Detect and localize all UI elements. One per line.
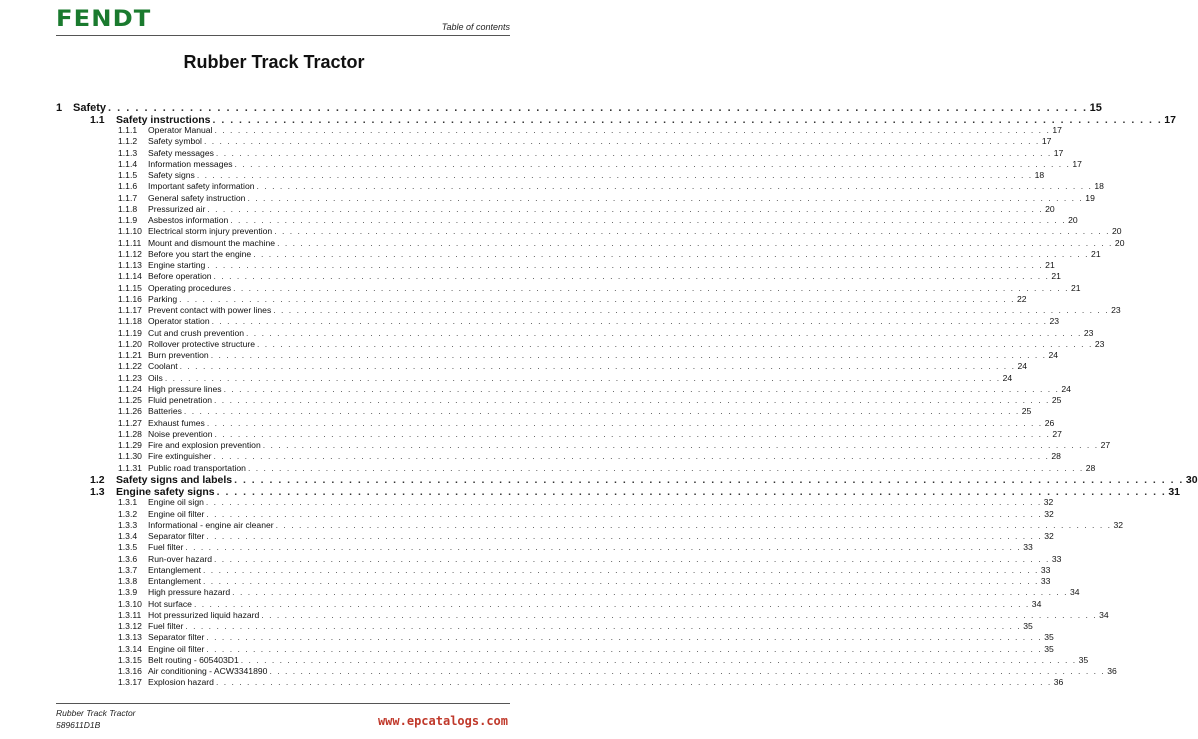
toc-entry-number: 1.1.14 [118, 271, 142, 282]
toc-dot-leader: . . . . . . . . . . . . . . . . . . . . . . . . . . . . . . . . . . . . . . . . . . . . . . . . . . . . . . . . . . . . . . . . . . . . . . . . . . . . . . . . . . . . . . . . . . . . . . . . . . . . . . . . . . . . [206, 643, 1043, 654]
toc-entry[interactable] [118, 598, 1042, 609]
toc-dot-leader: . . . . . . . . . . . . . . . . . . . . . . . . . . . . . . . . . . . . . . . . . . . . . . . . . . . . . . . . . . . . . . . . . . . . . . . . . . . . . . . . . . . . . . . . . . . . . . . . . . . . . . . . . . . . [206, 417, 1043, 428]
toc-entry-title: Burn prevention [148, 350, 209, 361]
toc-entry-number: 1.1.4 [118, 158, 138, 169]
toc-entry-number: 1.3.9 [118, 587, 138, 598]
toc-entry-number: 1.1.17 [118, 305, 142, 316]
toc-entry-title: Hot pressurized liquid hazard [148, 609, 260, 620]
toc-entry[interactable] [118, 316, 1060, 327]
toc-entry-number: 1.3.8 [118, 576, 138, 587]
toc-entry-title: Safety signs [148, 170, 195, 181]
toc-dot-leader: . . . . . . . . . . . . . . . . . . . . . . . . . . . . . . . . . . . . . . . . . . . . . . . . . . . . . . . . . . . . . . . . . . . . . . . . . . . . . . . . . . . . . . . . . . . . . . . . . . . . . . . . . . . . [179, 293, 1015, 304]
toc-entry-page: 34 [1099, 609, 1109, 620]
toc-dot-leader: . . . . . . . . . . . . . . . . . . . . . . . . . . . . . . . . . . . . . . . . . . . . . . . . . . . . . . . . . . . . . . . . . . . . . . . . . . . . . . . . . . . . . . . . . . . . . . . . . . . . . . . . . . . . [206, 632, 1043, 643]
toc-dot-leader: . . . . . . . . . . . . . . . . . . . . . . . . . . . . . . . . . . . . . . . . . . . . . . . . . . . . . . . . . . . . . . . . . . . . . . . . . . . . . . . . . . . . . . . . . . . . . . . . . . . . . . . . . . . . [247, 462, 1084, 473]
toc-entry[interactable] [118, 271, 1061, 282]
toc-entry[interactable] [118, 406, 1032, 417]
toc-entry[interactable] [118, 248, 1101, 259]
toc-entry[interactable] [118, 462, 1096, 473]
toc-entry-page: 34 [1031, 598, 1042, 609]
toc-entry-title: Safety signs and labels [116, 474, 233, 487]
toc-dot-leader: . . . . . . . . . . . . . . . . . . . . . . . . . . . . . . . . . . . . . . . . . . . . . . . . . . . . . . . . . . . . . . . . . . . . . . . . . . . . . . . . . . . . . . . . . . . . . . . . . . . . . . . . . . . . [261, 609, 1098, 620]
toc-dot-leader: . . . . . . . . . . . . . . . . . . . . . . . . . . . . . . . . . . . . . . . . . . . . . . . . . . . . . . . . . . . . . . . . . . . . . . . . . . . . . . . . . . . . . . . . . . . . . . . . . . . . . . . . . . . . [246, 327, 1082, 338]
toc-dot-leader: . . . . . . . . . . . . . . . . . . . . . . . . . . . . . . . . . . . . . . . . . . . . . . . . . . . . . . . . . . . . . . . . . . . . . . . . . . . . . . . . . . . . . . . . . . . . . . . . . . . . . . . . . . . . [214, 125, 1051, 136]
toc-entry[interactable] [118, 587, 1080, 598]
toc-entry-title: Separator filter [148, 531, 205, 542]
toc-entry-page: 35 [1023, 621, 1033, 632]
toc-entry-page: 28 [1051, 451, 1061, 462]
toc-entry[interactable] [118, 158, 1082, 169]
toc-entry-page: 17 [1164, 113, 1176, 126]
toc-entry-number: 1.3.13 [118, 632, 142, 643]
toc-entry-page: 24 [1017, 361, 1028, 372]
toc-dot-leader: . . . . . . . . . . . . . . . . . . . . . . . . . . . . . . . . . . . . . . . . . . . . . . . . . . . . . . . . . . . . . . . . . . . . . . . . . . . . . . . . . . . . . . . . . . . . . . . . . . . . . . . . . . . . [164, 372, 1001, 383]
toc-entry-title: Before operation [148, 271, 212, 282]
page-header [0, 0, 548, 40]
toc-entry-page: 19 [1085, 192, 1095, 203]
toc-entry-title: Rollover protective structure [148, 338, 255, 349]
toc-entry-page: 17 [1072, 158, 1082, 169]
toc-entry-page: 22 [1016, 293, 1027, 304]
toc-entry-page: 35 [1044, 643, 1054, 654]
toc-entry[interactable] [118, 226, 1122, 237]
toc-entry-title: Noise prevention [148, 428, 213, 439]
toc-entry-title: Fuel filter [148, 621, 184, 632]
toc-entry-number: 1.1.2 [118, 136, 138, 147]
toc-dot-leader: . . . . . . . . . . . . . . . . . . . . . . . . . . . . . . . . . . . . . . . . . . . . . . . . . . . . . . . . . . . . . . . . . . . . . . . . . . . . . . . . . . . . . . . . . . . . . . . . . . . . . . . . . . . . [277, 237, 1113, 248]
toc-entry-page: 17 [1041, 136, 1052, 147]
toc-entry-title: Safety [73, 102, 107, 114]
toc-entry-page: 35 [1078, 654, 1089, 665]
toc-entry-title: Parking [148, 293, 178, 304]
toc-entry[interactable] [118, 305, 1121, 316]
header-divider [56, 35, 510, 36]
toc-entry[interactable] [118, 215, 1078, 226]
toc-entry[interactable] [56, 102, 1102, 114]
toc-entry[interactable] [118, 451, 1061, 462]
toc-entry-number: 1.1.19 [118, 327, 142, 338]
toc-entry-number: 1.3.5 [118, 542, 138, 553]
toc-entry-number: 1.1.15 [118, 282, 142, 293]
toc-dot-leader: . . . . . . . . . . . . . . . . . . . . . . . . . . . . . . . . . . . . . . . . . . . . . . . . . . . . . . . . . . . . . . . . . . . . . . . . . . . . . . . . . . . . . . . . . . . . . . . . . . . . . . . . . . . . [215, 147, 1052, 158]
toc-entry-page: 21 [1045, 260, 1055, 271]
toc-dot-leader: . . . . . . . . . . . . . . . . . . . . . . . . . . . . . . . . . . . . . . . . . . . . . . . . . . . . . . . . . . . . . . . . . . . . . . . . . . . . . . . . . . . . . . . . . . . . . . . . . . . . . . . . . . . . [185, 542, 1022, 553]
toc-entry-number: 1.3.1 [118, 497, 138, 508]
toc-entry-title: Belt routing - 605403D1 [148, 654, 239, 665]
toc-entry[interactable] [118, 542, 1033, 553]
toc-entry-page: 25 [1051, 395, 1062, 406]
toc-entry-title: Entanglement [148, 576, 202, 587]
toc-entry-page: 36 [1053, 677, 1064, 688]
toc-entry-number: 1.1.7 [118, 192, 138, 203]
footer-title: Rubber Track Tractor [56, 708, 136, 718]
toc-entry-page: 32 [1113, 519, 1124, 530]
toc-entry-number: 1.1.10 [118, 226, 142, 237]
toc-entry[interactable] [118, 677, 1064, 688]
section-label: Table of contents [441, 22, 510, 32]
toc-entry-page: 20 [1112, 226, 1122, 237]
toc-entry[interactable] [118, 181, 1104, 192]
toc-entry-title: High pressure hazard [148, 587, 231, 598]
toc-entry-number: 1.1.24 [118, 383, 142, 394]
toc-entry-number: 1.1.29 [118, 440, 142, 451]
toc-dot-leader: . . . . . . . . . . . . . . . . . . . . . . . . . . . . . . . . . . . . . . . . . . . . . . . . . . . . . . . . . . . . . . . . . . . . . . . . . . . . . . . . . . . . . . . . . . . . . . . . . . . . . . . . . . . . [257, 338, 1093, 349]
toc-dot-leader: . . . . . . . . . . . . . . . . . . . . . . . . . . . . . . . . . . . . . . . . . . . . . . . . . . . . . . . . . . . . . . . . . . . . . . . . . . . . . . . . . . . . . . . . . . . . . . . . . . . . . . . . . . . . [234, 474, 1184, 487]
toc-entry-page: 24 [1048, 350, 1059, 361]
toc-entry[interactable] [118, 553, 1062, 564]
toc-entry[interactable] [118, 136, 1052, 147]
toc-entry[interactable] [118, 192, 1095, 203]
toc-entry[interactable] [118, 497, 1054, 508]
toc-entry[interactable] [118, 361, 1028, 372]
toc-entry-title: Entanglement [148, 564, 202, 575]
toc-dot-leader: . . . . . . . . . . . . . . . . . . . . . . . . . . . . . . . . . . . . . . . . . . . . . . . . . . . . . . . . . . . . . . . . . . . . . . . . . . . . . . . . . . . . . . . . . . . . . . . . . . . . . . . . . . . . [240, 654, 1077, 665]
toc-entry[interactable] [118, 666, 1117, 677]
toc-entry-title: Information messages [148, 158, 233, 169]
toc-entry-page: 31 [1168, 485, 1181, 498]
toc-dot-leader: . . . . . . . . . . . . . . . . . . . . . . . . . . . . . . . . . . . . . . . . . . . . . . . . . . . . . . . . . . . . . . . . . . . . . . . . . . . . . . . . . . . . . . . . . . . . . . . . . . . . . . . . . . . . [183, 406, 1020, 417]
toc-entry-number: 1.1.12 [118, 248, 142, 259]
toc-entry-page: 30 [1185, 474, 1198, 487]
toc-entry-title: Fire and explosion prevention [148, 440, 261, 451]
toc-dot-leader: . . . . . . . . . . . . . . . . . . . . . . . . . . . . . . . . . . . . . . . . . . . . . . . . . . . . . . . . . . . . . . . . . . . . . . . . . . . . . . . . . . . . . . . . . . . . . . . . . . . . . . . . . . . . [216, 485, 1167, 498]
toc-entry-title: Run-over hazard [148, 553, 213, 564]
toc-entry[interactable] [118, 383, 1071, 394]
toc-entry[interactable] [90, 474, 1198, 487]
toc-entry[interactable] [118, 170, 1045, 181]
fendt-logo: FENDT [56, 7, 152, 32]
toc-entry[interactable] [118, 147, 1064, 158]
toc-entry-page: 28 [1085, 462, 1096, 473]
toc-entry-page: 32 [1044, 531, 1054, 542]
toc-entry-number: 1.1.23 [118, 372, 142, 383]
toc-entry-page: 21 [1070, 282, 1081, 293]
toc-dot-leader: . . . . . . . . . . . . . . . . . . . . . . . . . . . . . . . . . . . . . . . . . . . . . . . . . . . . . . . . . . . . . . . . . . . . . . . . . . . . . . . . . . . . . . . . . . . . . . . . . . . . . . . . . . . . [179, 361, 1016, 372]
toc-dot-leader: . . . . . . . . . . . . . . . . . . . . . . . . . . . . . . . . . . . . . . . . . . . . . . . . . . . . . . . . . . . . . . . . . . . . . . . . . . . . . . . . . . . . . . . . . . . . . . . . . . . . . . . . . . . . [203, 576, 1039, 587]
toc-dot-leader: . . . . . . . . . . . . . . . . . . . . . . . . . . . . . . . . . . . . . . . . . . . . . . . . . . . . . . . . . . . . . . . . . . . . . . . . . . . . . . . . . . . . . . . . . . . . . . . . . . . . . . . . . . . . [269, 666, 1106, 677]
watermark: www.epcatalogs.com [377, 714, 508, 728]
toc-entry-page: 15 [1089, 102, 1102, 114]
toc-entry[interactable] [118, 372, 1013, 383]
toc-entry-number: 1.1.30 [118, 451, 142, 462]
toc-dot-leader: . . . . . . . . . . . . . . . . . . . . . . . . . . . . . . . . . . . . . . . . . . . . . . . . . . . . . . . . . . . . . . . . . . . . . . . . . . . . . . . . . . . . . . . . . . . . . . . . . . . . . . . . . . . . [275, 519, 1112, 530]
toc-entry[interactable] [118, 125, 1062, 136]
toc-entry-page: 18 [1034, 170, 1045, 181]
toc-entry-number: 1.3.7 [118, 564, 138, 575]
footer [56, 707, 136, 731]
toc-entry-page: 23 [1111, 305, 1121, 316]
toc-entry-page: 24 [1002, 372, 1013, 383]
toc-entry[interactable] [118, 564, 1051, 575]
toc-dot-leader: . . . . . . . . . . . . . . . . . . . . . . . . . . . . . . . . . . . . . . . . . . . . . . . . . . . . . . . . . . . . . . . . . . . . . . . . . . . . . . . . . . . . . . . . . . . . . . . . . . . . . . . . . . . . [203, 564, 1039, 575]
toc-entry-title: Hot surface [148, 598, 192, 609]
toc-dot-leader: . . . . . . . . . . . . . . . . . . . . . . . . . . . . . . . . . . . . . . . . . . . . . . . . . . . . . . . . . . . . . . . . . . . . . . . . . . . . . . . . . . . . . . . . . . . . . . . . . . . . . . . . . . . . [234, 158, 1071, 169]
toc-dot-leader: . . . . . . . . . . . . . . . . . . . . . . . . . . . . . . . . . . . . . . . . . . . . . . . . . . . . . . . . . . . . . . . . . . . . . . . . . . . . . . . . . . . . . . . . . . . . . . . . . . . . . . . . . . . . [230, 215, 1067, 226]
toc-entry[interactable] [118, 237, 1125, 248]
toc-dot-leader: . . . . . . . . . . . . . . . . . . . . . . . . . . . . . . . . . . . . . . . . . . . . . . . . . . . . . . . . . . . . . . . . . . . . . . . . . . . . . . . . . . . . . . . . . . . . . . . . . . . . . . . . . . . . [262, 440, 1099, 451]
toc-entry-title: Fluid penetration [148, 395, 213, 406]
toc-dot-leader: . . . . . . . . . . . . . . . . . . . . . . . . . . . . . . . . . . . . . . . . . . . . . . . . . . . . . . . . . . . . . . . . . . . . . . . . . . . . . . . . . . . . . . . . . . . . . . . . . . . . . . . . . . . . [253, 248, 1090, 259]
toc-entry-number: 1.1.31 [118, 462, 142, 473]
toc-entry-title: Asbestos information [148, 215, 229, 226]
toc-dot-leader: . . . . . . . . . . . . . . . . . . . . . . . . . . . . . . . . . . . . . . . . . . . . . . . . . . . . . . . . . . . . . . . . . . . . . . . . . . . . . . . . . . . . . . . . . . . . . . . . . . . . . . . . . . . . [207, 260, 1044, 271]
toc-entry-title: Fire extinguisher [148, 451, 212, 462]
toc-entry-number: 1.1.21 [118, 350, 142, 361]
toc-entry-page: 24 [1061, 383, 1071, 394]
toc-entry[interactable] [90, 113, 1176, 126]
toc-entry[interactable] [118, 508, 1054, 519]
toc-entry-title: Oils [148, 372, 163, 383]
toc-entry-number: 1.1.18 [118, 316, 142, 327]
footer-divider [56, 703, 510, 704]
toc-entry[interactable] [118, 519, 1124, 530]
toc-entry-number: 1.3.14 [118, 643, 142, 654]
toc-entry-title: Operator Manual [148, 125, 213, 136]
toc-entry-page: 32 [1043, 497, 1054, 508]
toc-entry-number: 1.1.20 [118, 338, 142, 349]
toc-entry-number: 1.1 [90, 113, 105, 126]
toc-entry-number: 1.3.4 [118, 531, 138, 542]
toc-entry-number: 1.3.2 [118, 508, 138, 519]
toc-dot-leader: . . . . . . . . . . . . . . . . . . . . . . . . . . . . . . . . . . . . . . . . . . . . . . . . . . . . . . . . . . . . . . . . . . . . . . . . . . . . . . . . . . . . . . . . . . . . . . . . . . . . . . . . . . . . [214, 395, 1050, 406]
toc-dot-leader: . . . . . . . . . . . . . . . . . . . . . . . . . . . . . . . . . . . . . . . . . . . . . . . . . . . . . . . . . . . . . . . . . . . . . . . . . . . . . . . . . . . . . . . . . . . . . . . . . . . . . . . . . . . . [214, 428, 1051, 439]
toc-entry-title: Coolant [148, 361, 178, 372]
toc-entry-title: Engine oil filter [148, 643, 205, 654]
toc-entry-title: Pressurized air [148, 203, 206, 214]
toc-entry-page: 17 [1052, 125, 1062, 136]
toc-entry-number: 1.3.15 [118, 654, 142, 665]
toc-dot-leader: . . . . . . . . . . . . . . . . . . . . . . . . . . . . . . . . . . . . . . . . . . . . . . . . . . . . . . . . . . . . . . . . . . . . . . . . . . . . . . . . . . . . . . . . . . . . . . . . . . . . . . . . . . . . [256, 181, 1093, 192]
toc-entry-page: 27 [1052, 428, 1062, 439]
toc-dot-leader: . . . . . . . . . . . . . . . . . . . . . . . . . . . . . . . . . . . . . . . . . . . . . . . . . . . . . . . . . . . . . . . . . . . . . . . . . . . . . . . . . . . . . . . . . . . . . . . . . . . . . . . . . . . . [273, 305, 1110, 316]
toc-entry-title: Explosion hazard [148, 677, 214, 688]
toc-dot-leader: . . . . . . . . . . . . . . . . . . . . . . . . . . . . . . . . . . . . . . . . . . . . . . . . . . . . . . . . . . . . . . . . . . . . . . . . . . . . . . . . . . . . . . . . . . . . . . . . . . . . . . . . . . . . [247, 192, 1084, 203]
toc-dot-leader: . . . . . . . . . . . . . . . . . . . . . . . . . . . . . . . . . . . . . . . . . . . . . . . . . . . . . . . . . . . . . . . . . . . . . . . . . . . . . . . . . . . . . . . . . . . . . . . . . . . . . . . . . . . . [206, 508, 1043, 519]
toc-entry[interactable] [118, 643, 1054, 654]
toc-dot-leader: . . . . . . . . . . . . . . . . . . . . . . . . . . . . . . . . . . . . . . . . . . . . . . . . . . . . . . . . . . . . . . . . . . . . . . . . . . . . . . . . . . . . . . . . . . . . . . . . . . . . . . . . . . . . [108, 102, 1088, 114]
toc-entry-title: Safety symbol [148, 136, 202, 147]
toc-entry[interactable] [118, 350, 1059, 361]
toc-entry-title: Electrical storm injury prevention [148, 226, 273, 237]
footer-doc-number: 589611D1B [56, 720, 101, 730]
toc-dot-leader: . . . . . . . . . . . . . . . . . . . . . . . . . . . . . . . . . . . . . . . . . . . . . . . . . . . . . . . . . . . . . . . . . . . . . . . . . . . . . . . . . . . . . . . . . . . . . . . . . . . . . . . . . . . . [233, 282, 1069, 293]
toc-entry[interactable] [118, 428, 1062, 439]
toc-dot-leader: . . . . . . . . . . . . . . . . . . . . . . . . . . . . . . . . . . . . . . . . . . . . . . . . . . . . . . . . . . . . . . . . . . . . . . . . . . . . . . . . . . . . . . . . . . . . . . . . . . . . . . . . . . . . [223, 383, 1060, 394]
toc-dot-leader: . . . . . . . . . . . . . . . . . . . . . . . . . . . . . . . . . . . . . . . . . . . . . . . . . . . . . . . . . . . . . . . . . . . . . . . . . . . . . . . . . . . . . . . . . . . . . . . . . . . . . . . . . . . . [274, 226, 1111, 237]
toc-entry-title: Important safety information [148, 181, 255, 192]
toc-entry[interactable] [118, 327, 1094, 338]
toc-entry-title: Fuel filter [148, 542, 184, 553]
toc-entry-number: 1.1.6 [118, 181, 138, 192]
toc-dot-leader: . . . . . . . . . . . . . . . . . . . . . . . . . . . . . . . . . . . . . . . . . . . . . . . . . . . . . . . . . . . . . . . . . . . . . . . . . . . . . . . . . . . . . . . . . . . . . . . . . . . . . . . . . . . . [206, 531, 1043, 542]
toc-entry-number: 1.3.11 [118, 609, 142, 620]
toc-entry[interactable] [90, 485, 1181, 498]
toc-entry-number: 1.3.12 [118, 621, 142, 632]
toc-dot-leader: . . . . . . . . . . . . . . . . . . . . . . . . . . . . . . . . . . . . . . . . . . . . . . . . . . . . . . . . . . . . . . . . . . . . . . . . . . . . . . . . . . . . . . . . . . . . . . . . . . . . . . . . . . . . [212, 113, 1163, 126]
toc-entry[interactable] [118, 621, 1033, 632]
toc-entry-page: 33 [1023, 542, 1033, 553]
toc-dot-leader: . . . . . . . . . . . . . . . . . . . . . . . . . . . . . . . . . . . . . . . . . . . . . . . . . . . . . . . . . . . . . . . . . . . . . . . . . . . . . . . . . . . . . . . . . . . . . . . . . . . . . . . . . . . . [203, 136, 1040, 147]
toc-entry-number: 1.1.5 [118, 170, 138, 181]
toc-dot-leader: . . . . . . . . . . . . . . . . . . . . . . . . . . . . . . . . . . . . . . . . . . . . . . . . . . . . . . . . . . . . . . . . . . . . . . . . . . . . . . . . . . . . . . . . . . . . . . . . . . . . . . . . . . . . [193, 598, 1030, 609]
document-title: Rubber Track Tractor [183, 52, 365, 72]
toc-entry-title: Engine safety signs [116, 485, 215, 498]
toc-entry-number: 1.3 [90, 485, 105, 498]
toc-dot-leader: . . . . . . . . . . . . . . . . . . . . . . . . . . . . . . . . . . . . . . . . . . . . . . . . . . . . . . . . . . . . . . . . . . . . . . . . . . . . . . . . . . . . . . . . . . . . . . . . . . . . . . . . . . . . [207, 203, 1044, 214]
toc-dot-leader: . . . . . . . . . . . . . . . . . . . . . . . . . . . . . . . . . . . . . . . . . . . . . . . . . . . . . . . . . . . . . . . . . . . . . . . . . . . . . . . . . . . . . . . . . . . . . . . . . . . . . . . . . . . . [214, 553, 1050, 564]
toc-entry-number: 1.1.16 [118, 293, 142, 304]
toc-entry-page: 21 [1051, 271, 1061, 282]
toc-entry-page: 36 [1107, 666, 1117, 677]
toc-entry-page: 23 [1049, 316, 1060, 327]
toc-dot-leader: . . . . . . . . . . . . . . . . . . . . . . . . . . . . . . . . . . . . . . . . . . . . . . . . . . . . . . . . . . . . . . . . . . . . . . . . . . . . . . . . . . . . . . . . . . . . . . . . . . . . . . . . . . . . [213, 271, 1050, 282]
toc-entry-title: Exhaust fumes [148, 417, 205, 428]
toc-entry-title: Operating procedures [148, 282, 232, 293]
toc-entry-number: 1.1.26 [118, 406, 142, 417]
toc-entry-title: High pressure lines [148, 383, 222, 394]
toc-entry-page: 32 [1044, 508, 1054, 519]
toc-entry-title: Prevent contact with power lines [148, 305, 272, 316]
toc-entry-number: 1.1.25 [118, 395, 142, 406]
toc-entry-number: 1.1.9 [118, 215, 138, 226]
toc-entry-number: 1.1.13 [118, 260, 142, 271]
toc-entry[interactable] [118, 293, 1027, 304]
toc-entry-page: 25 [1021, 406, 1032, 417]
toc-entry-title: Public road transportation [148, 462, 246, 473]
toc-entry-page: 20 [1114, 237, 1125, 248]
toc-entry[interactable] [118, 417, 1055, 428]
toc-dot-leader: . . . . . . . . . . . . . . . . . . . . . . . . . . . . . . . . . . . . . . . . . . . . . . . . . . . . . . . . . . . . . . . . . . . . . . . . . . . . . . . . . . . . . . . . . . . . . . . . . . . . . . . . . . . . [210, 350, 1047, 361]
toc-entry-title: Batteries [148, 406, 182, 417]
toc-entry[interactable] [118, 531, 1054, 542]
toc-entry-page: 26 [1044, 417, 1055, 428]
toc-dot-leader: . . . . . . . . . . . . . . . . . . . . . . . . . . . . . . . . . . . . . . . . . . . . . . . . . . . . . . . . . . . . . . . . . . . . . . . . . . . . . . . . . . . . . . . . . . . . . . . . . . . . . . . . . . . . [196, 170, 1033, 181]
toc-entry-title: Cut and crush prevention [148, 327, 245, 338]
toc-entry-number: 1.3.10 [118, 598, 142, 609]
toc-entry-title: Engine starting [148, 260, 206, 271]
toc-dot-leader: . . . . . . . . . . . . . . . . . . . . . . . . . . . . . . . . . . . . . . . . . . . . . . . . . . . . . . . . . . . . . . . . . . . . . . . . . . . . . . . . . . . . . . . . . . . . . . . . . . . . . . . . . . . . [213, 451, 1050, 462]
toc-entry-number: 1.3.17 [118, 677, 142, 688]
toc-entry-title: Safety instructions [116, 113, 211, 126]
toc-entry-page: 18 [1094, 181, 1104, 192]
toc-entry-number: 1.1.11 [118, 237, 142, 248]
toc-entry-title: Engine oil sign [148, 497, 204, 508]
toc-entry-title: Air conditioning - ACW3341890 [148, 666, 268, 677]
toc-entry-number: 1.1.27 [118, 417, 142, 428]
toc-dot-leader: . . . . . . . . . . . . . . . . . . . . . . . . . . . . . . . . . . . . . . . . . . . . . . . . . . . . . . . . . . . . . . . . . . . . . . . . . . . . . . . . . . . . . . . . . . . . . . . . . . . . . . . . . . . . [185, 621, 1022, 632]
toc-entry-title: General safety instruction [148, 192, 246, 203]
toc-entry-title: Safety messages [148, 147, 214, 158]
toc-dot-leader: . . . . . . . . . . . . . . . . . . . . . . . . . . . . . . . . . . . . . . . . . . . . . . . . . . . . . . . . . . . . . . . . . . . . . . . . . . . . . . . . . . . . . . . . . . . . . . . . . . . . . . . . . . . . [211, 316, 1048, 327]
toc-entry-page: 20 [1045, 203, 1055, 214]
toc-entry[interactable] [118, 440, 1111, 451]
toc-entry-title: Mount and dismount the machine [148, 237, 276, 248]
toc-entry-page: 23 [1083, 327, 1094, 338]
toc-entry-page: 21 [1091, 248, 1101, 259]
toc-entry-number: 1.3.3 [118, 519, 138, 530]
toc-entry-page: 23 [1094, 338, 1105, 349]
toc-entry-number: 1.1.22 [118, 361, 142, 372]
toc-entry-number: 1 [56, 102, 63, 114]
toc-entry-number: 1.3.16 [118, 666, 142, 677]
toc-entry-page: 33 [1040, 576, 1051, 587]
toc-entry[interactable] [118, 260, 1055, 271]
toc-entry-page: 20 [1068, 215, 1078, 226]
toc-entry-title: Engine oil filter [148, 508, 205, 519]
toc-entry[interactable] [118, 576, 1051, 587]
toc-dot-leader: . . . . . . . . . . . . . . . . . . . . . . . . . . . . . . . . . . . . . . . . . . . . . . . . . . . . . . . . . . . . . . . . . . . . . . . . . . . . . . . . . . . . . . . . . . . . . . . . . . . . . . . . . . . . [232, 587, 1069, 598]
toc-entry-page: 35 [1044, 632, 1054, 643]
toc-entry-page: 33 [1040, 564, 1051, 575]
toc-entry-number: 1.1.8 [118, 203, 138, 214]
toc-entry[interactable] [118, 395, 1062, 406]
toc-entry[interactable] [118, 654, 1089, 665]
toc-entry-page: 27 [1100, 440, 1111, 451]
toc-entry-page: 33 [1051, 553, 1062, 564]
toc-entry-title: Separator filter [148, 632, 205, 643]
toc-entry-number: 1.3.6 [118, 553, 138, 564]
toc-entry-number: 1.1.1 [118, 125, 138, 136]
toc-entry[interactable] [118, 338, 1105, 349]
toc-entry-title: Before you start the engine [148, 248, 252, 259]
toc-entry-title: Operator station [148, 316, 210, 327]
toc-entry-number: 1.2 [90, 474, 105, 487]
toc-entry-number: 1.1.3 [118, 147, 138, 158]
toc-entry[interactable] [118, 203, 1055, 214]
toc-entry[interactable] [118, 282, 1081, 293]
toc-entry-number: 1.1.28 [118, 428, 142, 439]
toc-entry-title: Informational - engine air cleaner [148, 519, 274, 530]
toc-dot-leader: . . . . . . . . . . . . . . . . . . . . . . . . . . . . . . . . . . . . . . . . . . . . . . . . . . . . . . . . . . . . . . . . . . . . . . . . . . . . . . . . . . . . . . . . . . . . . . . . . . . . . . . . . . . . [205, 497, 1042, 508]
toc-entry-page: 34 [1070, 587, 1080, 598]
toc-dot-leader: . . . . . . . . . . . . . . . . . . . . . . . . . . . . . . . . . . . . . . . . . . . . . . . . . . . . . . . . . . . . . . . . . . . . . . . . . . . . . . . . . . . . . . . . . . . . . . . . . . . . . . . . . . . . [215, 677, 1052, 688]
toc-entry-page: 17 [1053, 147, 1064, 158]
toc-entry[interactable] [118, 609, 1109, 620]
toc-entry[interactable] [118, 632, 1054, 643]
